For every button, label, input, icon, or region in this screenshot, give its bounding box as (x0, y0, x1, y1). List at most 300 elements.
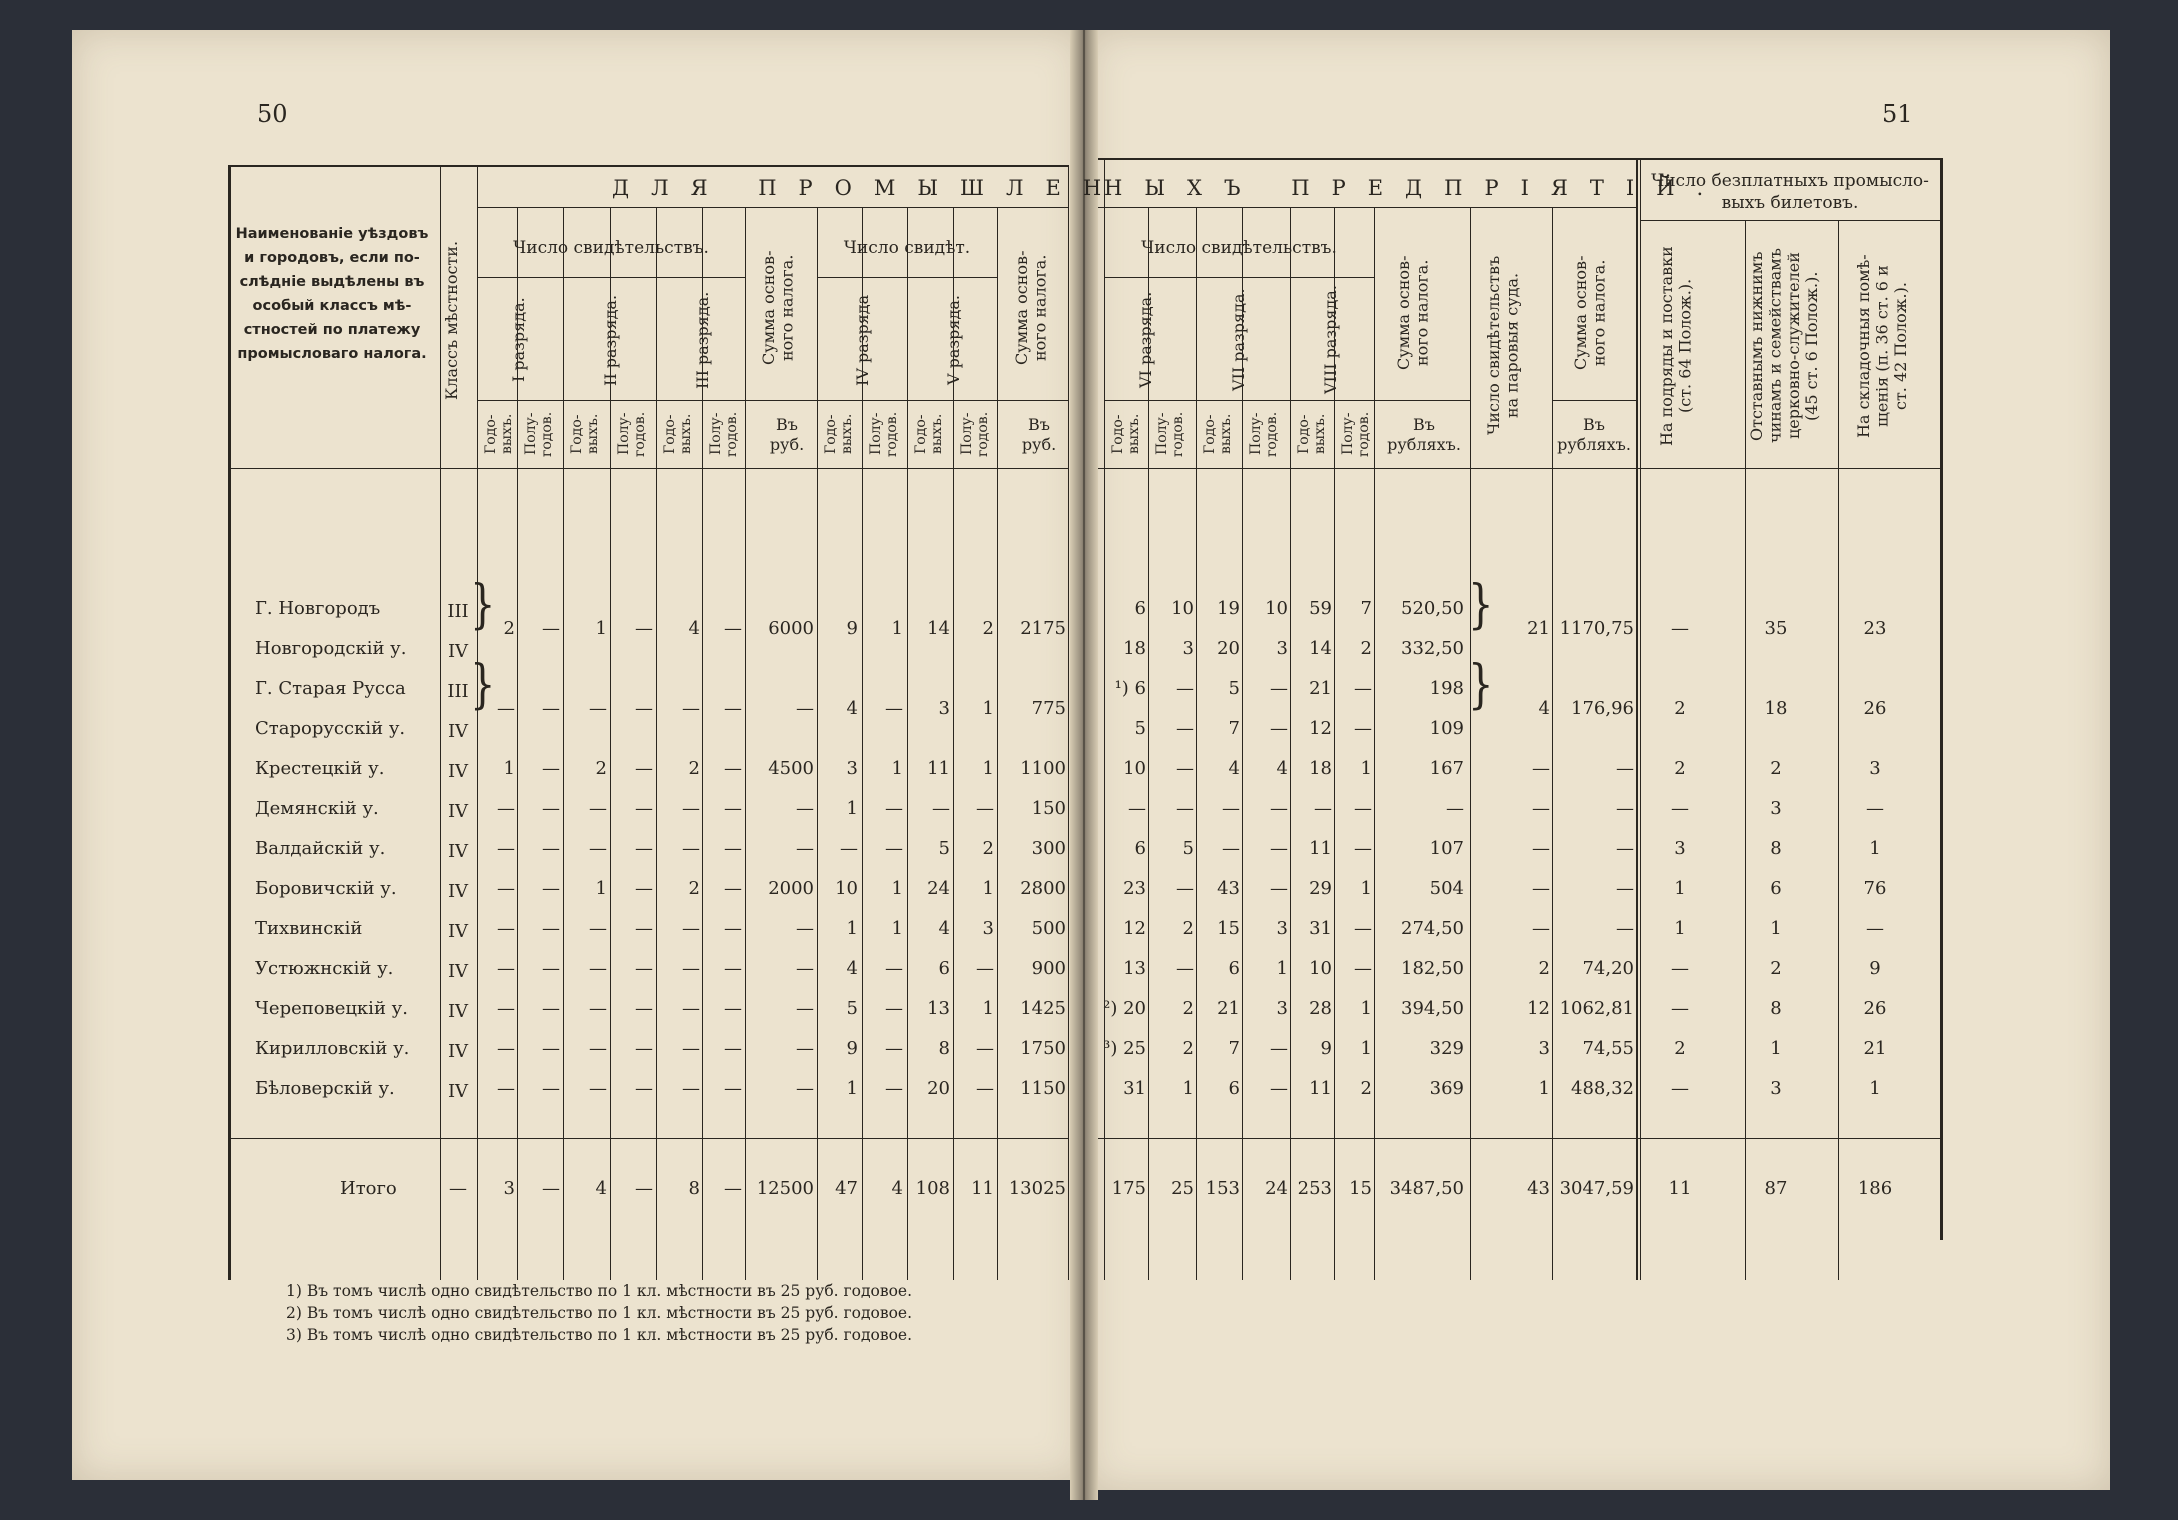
row-cell: — (796, 998, 814, 1019)
row-cell: — (589, 998, 607, 1019)
header-in-rubles-right: Въ рубляхъ. (1387, 415, 1461, 454)
row-cell: 2 (688, 758, 700, 779)
row-cell: — (682, 838, 700, 859)
row-cell: 21 (1309, 678, 1332, 699)
total-cell: 25 (1171, 1178, 1194, 1199)
subheader-cell: Полу- годов. (1154, 411, 1187, 457)
row-cell: 5 (1134, 718, 1146, 739)
row-cell: 2 (1674, 758, 1686, 779)
row-cell: 10 (1309, 958, 1332, 979)
row-cell: — (542, 878, 560, 899)
column-line (1940, 158, 1943, 1240)
row-cell: 43 (1217, 878, 1240, 899)
row-cell: 2 (982, 838, 994, 859)
row-cell: 2 (1182, 998, 1194, 1019)
row-class: IV (447, 1041, 469, 1062)
row-cell: — (1354, 918, 1372, 939)
row-cell: — (497, 918, 515, 939)
row-cell: 4 (688, 618, 700, 639)
row-cell: 2 (1770, 758, 1782, 779)
header-in-rub-left: Въ руб. (769, 415, 805, 454)
row-cell: 2000 (768, 878, 814, 899)
row-cell: — (1270, 718, 1288, 739)
row-cell: 1 (982, 998, 994, 1019)
row-cell: — (724, 918, 742, 939)
row-cell: — (635, 918, 653, 939)
row-cell: — (796, 1078, 814, 1099)
row-cell: 14 (927, 618, 950, 639)
row-cell: — (589, 838, 607, 859)
brace-right-2: { (1468, 655, 1494, 715)
total-cell: 3047,59 (1559, 1178, 1634, 1199)
row-class: IV (447, 1001, 469, 1022)
banner-left: ДЛЯ ПРОМЫШЛЕН (612, 176, 1124, 200)
column-line (997, 207, 998, 1280)
row-cell: — (635, 1038, 653, 1059)
row-cell: — (885, 1038, 903, 1059)
row-cell: 4 (1228, 758, 1240, 779)
row-name: Г. Новгородъ (255, 598, 381, 619)
subheader-cell: Годо- выхъ. (569, 413, 602, 455)
total-cell: 87 (1764, 1178, 1788, 1199)
row-cell: — (1532, 918, 1550, 939)
row-cell: — (1532, 758, 1550, 779)
row-cell: 107 (1429, 838, 1464, 859)
row-cell: 150 (1031, 798, 1066, 819)
row-cell: 4 (846, 698, 858, 719)
row-cell: 2175 (1020, 618, 1066, 639)
total-cell: — (635, 1178, 653, 1199)
row-cell: 31 (1309, 918, 1332, 939)
row-cell: 10 (1171, 598, 1194, 619)
row-cell: 900 (1031, 958, 1066, 979)
total-cell: 153 (1205, 1178, 1240, 1199)
row-name: Бѣловерскій у. (255, 1078, 395, 1099)
column-line (1838, 220, 1839, 1280)
column-line (1290, 207, 1291, 1280)
row-cell: 2 (1674, 1038, 1686, 1059)
row-cell: — (1532, 798, 1550, 819)
row-cell: 28 (1309, 998, 1332, 1019)
row-cell: 3 (1674, 838, 1686, 859)
column-line (1552, 207, 1553, 1280)
row-cell: 29 (1309, 878, 1332, 899)
row-cell: 5 (846, 998, 858, 1019)
row-cell: 3 (1276, 638, 1288, 659)
header-rank-1: I разряда. (509, 297, 528, 383)
row-cell: 12 (1527, 998, 1550, 1019)
brace-right-1: { (1468, 575, 1494, 635)
row-cell: 4 (846, 958, 858, 979)
row-cell: 394,50 (1401, 998, 1464, 1019)
total-cell: 4 (595, 1178, 607, 1199)
row-cell: — (589, 1038, 607, 1059)
row-cell: — (542, 838, 560, 859)
header-free-tickets: Число безплатныхъ промысло- выхъ билетовъ. (1651, 171, 1929, 213)
row-cell: 2 (982, 618, 994, 639)
header-sum-right: Сумма основ- ного налога. (1394, 255, 1432, 370)
row-cell: 167 (1429, 758, 1464, 779)
row-cell: — (1176, 798, 1194, 819)
header-num-certs-left: Число свидѣтельствъ. (513, 238, 709, 258)
row-class: IV (447, 801, 469, 822)
row-cell: 6000 (768, 618, 814, 639)
row-cell: 3 (938, 698, 950, 719)
row-cell: 2 (1674, 698, 1686, 719)
row-cell: — (1270, 1038, 1288, 1059)
row-cell: — (1354, 798, 1372, 819)
row-cell: — (1532, 878, 1550, 899)
row-cell: — (724, 618, 742, 639)
row-cell: 11 (927, 758, 950, 779)
row-cell: — (635, 958, 653, 979)
column-header-class: Классъ мѣстности. (442, 240, 461, 400)
row-class: IV (447, 1081, 469, 1102)
row-cell: 1100 (1020, 758, 1066, 779)
row-cell: 11 (1309, 1078, 1332, 1099)
row-cell: 1 (982, 758, 994, 779)
row-cell: 2 (1360, 638, 1372, 659)
row-cell: — (724, 1078, 742, 1099)
row-cell: 9 (846, 1038, 858, 1059)
row-cell: — (635, 798, 653, 819)
row-cell: 2 (503, 618, 515, 639)
row-class: IV (447, 721, 469, 742)
row-cell: 1 (1770, 918, 1782, 939)
header-sum-mid: Сумма основ- ного налога. (1012, 250, 1050, 365)
header-in-rub-mid: Въ руб. (1021, 415, 1057, 454)
row-cell: 5 (1228, 678, 1240, 699)
row-cell: — (589, 1078, 607, 1099)
header-sum-left: Сумма основ- ного налога. (759, 250, 797, 365)
row-cell: — (1616, 878, 1634, 899)
row-cell: 23 (1863, 618, 1887, 639)
row-cell: — (542, 758, 560, 779)
row-cell: — (796, 918, 814, 939)
row-cell: 504 (1429, 878, 1464, 899)
row-cell: 15 (1217, 918, 1240, 939)
total-cell: 3487,50 (1389, 1178, 1464, 1199)
row-cell: — (724, 958, 742, 979)
row-cell: 3 (846, 758, 858, 779)
subheader-cell: Полу- годов. (1248, 411, 1281, 457)
row-cell: 3 (1770, 798, 1782, 819)
row-class: IV (447, 881, 469, 902)
total-cell: 24 (1265, 1178, 1288, 1199)
row-cell: — (497, 998, 515, 1019)
row-cell: — (796, 838, 814, 859)
row-cell: 3 (982, 918, 994, 939)
row-cell: 4 (1276, 758, 1288, 779)
row-cell: 14 (1309, 638, 1332, 659)
column-line (1104, 158, 1105, 1280)
column-line (1640, 158, 1641, 1280)
subheader-cell: Полу- годов. (616, 411, 649, 457)
row-cell: — (885, 838, 903, 859)
row-cell: 20 (1217, 638, 1240, 659)
row-cell: — (1532, 838, 1550, 859)
total-cell: 4 (891, 1178, 903, 1199)
subheader-cell: Годо- выхъ. (1110, 413, 1143, 455)
row-cell: — (1354, 678, 1372, 699)
row-cell: — (497, 958, 515, 979)
row-name: Череповецкій у. (255, 998, 408, 1019)
row-name: Г. Старая Русса (255, 678, 406, 699)
row-cell: 6 (1770, 878, 1782, 899)
row-cell: 74,20 (1582, 958, 1634, 979)
row-cell: 31 (1123, 1078, 1146, 1099)
row-cell: — (724, 838, 742, 859)
row-cell: 21 (1863, 1038, 1887, 1059)
row-cell: — (682, 958, 700, 979)
header-rank-2: II разряда. (601, 294, 620, 386)
row-cell: 775 (1031, 698, 1066, 719)
row-cell: — (1616, 798, 1634, 819)
page-number-right: 51 (1882, 100, 1913, 128)
total-cell: 15 (1349, 1178, 1372, 1199)
row-cell: — (885, 998, 903, 1019)
row-name: Боровичскій у. (255, 878, 397, 899)
row-cell: — (1176, 878, 1194, 899)
row-cell: 1170,75 (1559, 618, 1634, 639)
header-sum-steam: Сумма основ- ного налога. (1571, 255, 1609, 370)
header-rank-8: VIII разряда. (1321, 285, 1340, 395)
row-cell: 1 (595, 618, 607, 639)
row-cell: 1 (846, 798, 858, 819)
row-cell: 1 (1674, 878, 1686, 899)
row-cell: — (840, 838, 858, 859)
row-cell: 7 (1228, 1038, 1240, 1059)
total-class: — (449, 1178, 467, 1199)
row-cell: — (542, 698, 560, 719)
row-cell: — (1270, 838, 1288, 859)
header-rank-6: VI разряда. (1136, 291, 1155, 389)
row-cell: 182,50 (1401, 958, 1464, 979)
row-cell: — (1270, 798, 1288, 819)
row-cell: — (635, 1078, 653, 1099)
row-cell: — (1671, 958, 1689, 979)
subheader-cell: Годо- выхъ. (662, 413, 695, 455)
row-cell: 18 (1123, 638, 1146, 659)
row-cell: ²) 20 (1103, 998, 1146, 1019)
row-cell: — (1616, 918, 1634, 939)
total-cell: 11 (1668, 1178, 1692, 1199)
row-cell: — (1866, 798, 1884, 819)
row-cell: — (1176, 718, 1194, 739)
row-class: IV (447, 761, 469, 782)
row-cell: 300 (1031, 838, 1066, 859)
row-cell: — (724, 758, 742, 779)
row-cell: — (1314, 798, 1332, 819)
subheader-cell: Полу- годов. (523, 411, 556, 457)
row-cell: — (682, 1078, 700, 1099)
row-cell: — (976, 798, 994, 819)
row-cell: 2800 (1020, 878, 1066, 899)
total-cell: 12500 (756, 1178, 814, 1199)
row-cell: — (1671, 618, 1689, 639)
row-cell: 18 (1309, 758, 1332, 779)
row-cell: 1 (891, 758, 903, 779)
total-cell: 108 (915, 1178, 950, 1199)
column-line (1636, 158, 1638, 1280)
total-cell: 186 (1857, 1178, 1893, 1199)
row-cell: 76 (1863, 878, 1887, 899)
row-name: Старорусскій у. (255, 718, 406, 739)
row-cell: — (724, 878, 742, 899)
row-cell: 9 (1320, 1038, 1332, 1059)
row-cell: 6 (1134, 598, 1146, 619)
row-cell: — (1176, 958, 1194, 979)
row-cell: — (497, 838, 515, 859)
row-cell: — (1671, 798, 1689, 819)
row-cell: 4500 (768, 758, 814, 779)
row-cell: 3 (1276, 918, 1288, 939)
row-cell: — (635, 838, 653, 859)
row-cell: 21 (1217, 998, 1240, 1019)
row-name: Тихвинскій (255, 918, 363, 939)
row-cell: 10 (1123, 758, 1146, 779)
row-cell: 1 (846, 1078, 858, 1099)
total-cell: 253 (1297, 1178, 1332, 1199)
row-cell: 1 (1360, 758, 1372, 779)
row-cell: — (885, 698, 903, 719)
row-cell: 2 (1360, 1078, 1372, 1099)
header-storage: На складочныя помѣ- щенія (п. 36 ст. 6 и ст. 42 Полож.). (1854, 254, 1910, 438)
row-cell: 520,50 (1401, 598, 1464, 619)
row-cell: — (976, 1038, 994, 1059)
header-rank-7: VII разряда. (1229, 288, 1248, 392)
row-cell: 5 (938, 838, 950, 859)
row-cell: ³) 25 (1103, 1038, 1146, 1059)
column-line (563, 207, 564, 1280)
row-cell: — (682, 698, 700, 719)
column-line (745, 207, 746, 1280)
row-cell: — (796, 1038, 814, 1059)
row-cell: — (635, 998, 653, 1019)
row-cell: 1 (1360, 1038, 1372, 1059)
row-name: Кирилловскій у. (255, 1038, 410, 1059)
column-header-name: Наименованіе уѣздовъ и городовъ, если по- слѣдніе выдѣлены въ особый классъ мѣ- стностей по платежу промысловаго налога. (235, 226, 429, 362)
row-cell: — (724, 1038, 742, 1059)
row-cell: — (885, 1078, 903, 1099)
row-cell: 329 (1429, 1038, 1464, 1059)
row-cell: 1 (846, 918, 858, 939)
header-num-certs-mid: Число свидѣт. (843, 238, 971, 258)
row-cell: — (635, 878, 653, 899)
row-cell: — (1616, 758, 1634, 779)
row-cell: 1 (982, 878, 994, 899)
row-cell: 3 (1538, 1038, 1550, 1059)
row-cell: — (589, 918, 607, 939)
row-cell: 274,50 (1401, 918, 1464, 939)
row-cell: — (796, 798, 814, 819)
row-cell: — (635, 618, 653, 639)
row-cell: — (885, 798, 903, 819)
row-cell: 26 (1863, 698, 1887, 719)
column-line (228, 165, 231, 1280)
row-cell: 1 (1770, 1038, 1782, 1059)
row-cell: — (1616, 838, 1634, 859)
row-cell: — (542, 798, 560, 819)
row-cell: 1 (1869, 838, 1881, 859)
row-cell: — (1354, 958, 1372, 979)
subheader-cell: Полу- годов. (868, 411, 901, 457)
row-cell: 12 (1123, 918, 1146, 939)
row-cell: — (1671, 1078, 1689, 1099)
brace-left-1: } (470, 575, 496, 635)
row-cell: 500 (1031, 918, 1066, 939)
row-cell: — (497, 698, 515, 719)
row-cell: 488,32 (1571, 1078, 1634, 1099)
row-cell: 176,96 (1571, 698, 1634, 719)
row-cell: — (1222, 838, 1240, 859)
row-cell: 1 (1360, 878, 1372, 899)
banner-right: НЫХЪ ПРЕДПРІЯТІЙ. (1104, 176, 1726, 200)
row-cell: 1 (1276, 958, 1288, 979)
row-cell: — (1176, 678, 1194, 699)
row-cell: — (682, 918, 700, 939)
total-cell: — (542, 1178, 560, 1199)
row-cell: 1750 (1020, 1038, 1066, 1059)
row-cell: 332,50 (1401, 638, 1464, 659)
row-cell: 8 (1770, 838, 1782, 859)
row-cell: 2 (1182, 1038, 1194, 1059)
row-cell: 6 (1228, 958, 1240, 979)
column-line (656, 207, 657, 1280)
row-cell: — (724, 998, 742, 1019)
row-cell: 21 (1527, 618, 1550, 639)
row-cell: 2 (595, 758, 607, 779)
row-name: Демянскій у. (255, 798, 379, 819)
page-number-left: 50 (257, 100, 288, 128)
row-cell: 3 (1770, 1078, 1782, 1099)
row-cell: — (1866, 918, 1884, 939)
row-cell: 1 (891, 618, 903, 639)
total-label: Итого (340, 1178, 397, 1199)
row-cell: — (1176, 758, 1194, 779)
subheader-cell: Годо- выхъ. (823, 413, 856, 455)
row-cell: — (682, 1038, 700, 1059)
row-cell: — (1270, 1078, 1288, 1099)
row-cell: — (724, 798, 742, 819)
total-cell: 175 (1111, 1178, 1146, 1199)
row-class: III (447, 601, 469, 622)
header-in-rubles-steam: Въ рубляхъ. (1557, 415, 1631, 454)
row-cell: 35 (1764, 618, 1788, 639)
header-rank-3: III разряда. (693, 291, 712, 389)
row-cell: — (589, 698, 607, 719)
row-name: Крестецкій у. (255, 758, 385, 779)
row-cell: 9 (846, 618, 858, 639)
row-name: Устюжнскій у. (255, 958, 394, 979)
row-class: IV (447, 841, 469, 862)
row-cell: 4 (1538, 698, 1550, 719)
row-cell: 24 (927, 878, 950, 899)
row-cell: 5 (1182, 838, 1194, 859)
row-cell: 6 (1134, 838, 1146, 859)
header-num-certs-right: Число свидѣтельствъ. (1141, 238, 1337, 258)
row-cell: 1150 (1020, 1078, 1066, 1099)
row-cell: 10 (1265, 598, 1288, 619)
row-cell: ¹) 6 (1114, 678, 1146, 699)
row-cell: 8 (938, 1038, 950, 1059)
row-cell: 11 (1309, 838, 1332, 859)
subheader-cell: Полу- годов. (1340, 411, 1373, 457)
row-cell: — (542, 1038, 560, 1059)
row-cell: 7 (1228, 718, 1240, 739)
total-cell: 8 (688, 1178, 700, 1199)
row-cell: — (542, 918, 560, 939)
